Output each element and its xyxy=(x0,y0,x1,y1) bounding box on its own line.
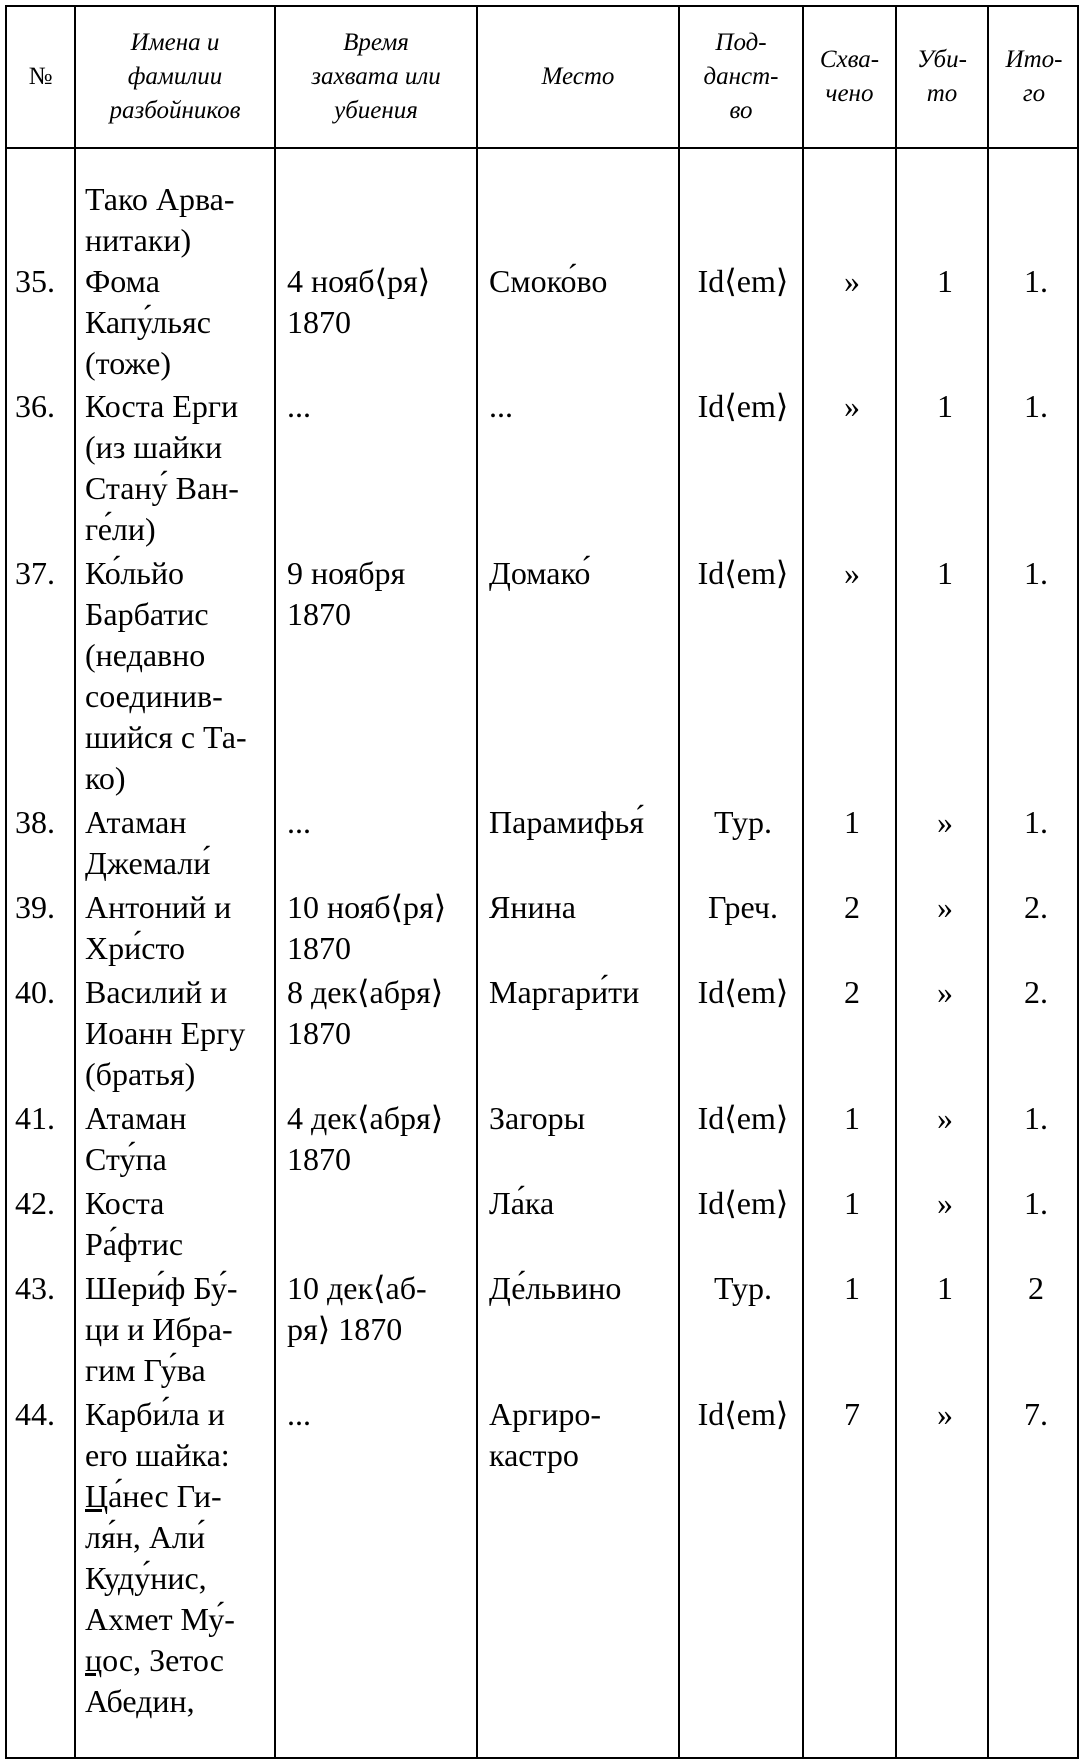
row-number: 37. xyxy=(15,555,55,591)
row-place: Ла́ка xyxy=(489,1185,555,1221)
row-name: Атаман Джемали́ xyxy=(85,804,211,881)
row-killed: 1 xyxy=(937,388,953,424)
bandits-table xyxy=(5,5,1079,1759)
row-time: ... xyxy=(287,388,311,424)
row-total: 7. xyxy=(1024,1396,1048,1432)
row-killed: » xyxy=(937,1100,953,1136)
row-total: 1. xyxy=(1024,263,1048,299)
header-time: Время захвата или убиения xyxy=(311,29,441,124)
row-number: 39. xyxy=(15,889,55,925)
row-time: 4 нояб⟨ря⟩ 1870 xyxy=(287,263,431,340)
row-subject: Тур. xyxy=(714,1270,772,1306)
row-name: Коста Ра́фтис xyxy=(85,1185,184,1262)
row-subject: Id⟨em⟩ xyxy=(697,1185,789,1221)
row-killed: » xyxy=(937,974,953,1010)
header-names: Имена и фамилии разбойников xyxy=(109,29,241,124)
row-total: 1. xyxy=(1024,1185,1048,1221)
row-place: Загоры xyxy=(489,1100,586,1136)
row-total: 2. xyxy=(1024,889,1048,925)
row-captured: » xyxy=(844,263,860,299)
row-name: Коста Ерги (из шайки Стану́ Ван- ге́ли) xyxy=(85,388,239,547)
row-captured: » xyxy=(844,388,860,424)
row-time: 10 дек⟨аб- ря⟩ 1870 xyxy=(287,1270,427,1347)
row-place: Де́львино xyxy=(489,1270,622,1306)
row-total: 2 xyxy=(1028,1270,1044,1306)
row-time: ... xyxy=(287,804,311,840)
name-part: а́нес Ги- ля́н, Али́ Куду́нис, Ахмет Му́- xyxy=(85,1478,235,1637)
row-captured: 2 xyxy=(844,889,860,925)
row-killed: » xyxy=(937,804,953,840)
row-place: Янина xyxy=(489,889,576,925)
row-number: 43. xyxy=(15,1270,55,1306)
name-underlined: ц xyxy=(85,1642,103,1678)
row-place: Аргиро- кастро xyxy=(489,1396,602,1473)
row-subject: Греч. xyxy=(708,889,778,925)
row-subject: Id⟨em⟩ xyxy=(697,1100,789,1136)
row-total: 1. xyxy=(1024,388,1048,424)
row-killed: 1 xyxy=(937,555,953,591)
row-time: 8 дек⟨абря⟩ 1870 xyxy=(287,974,444,1051)
column-rule xyxy=(74,7,76,1757)
row-number: 35. xyxy=(15,263,55,299)
row-time: 4 дек⟨абря⟩ 1870 xyxy=(287,1100,444,1177)
row-total: 2. xyxy=(1024,974,1048,1010)
header-total: Ито- го xyxy=(1005,46,1063,107)
row-captured: 1 xyxy=(844,1100,860,1136)
header-num: № xyxy=(28,63,53,90)
name-part: ос, Зетос Абедин, xyxy=(85,1642,224,1719)
row-subject: Id⟨em⟩ xyxy=(697,388,789,424)
row-captured: 7 xyxy=(844,1396,860,1432)
row-total: 1. xyxy=(1024,804,1048,840)
row-name xyxy=(85,1394,275,1722)
row-captured: 1 xyxy=(844,804,860,840)
row-subject: Id⟨em⟩ xyxy=(697,1396,789,1432)
row-number: 44. xyxy=(15,1396,55,1432)
row-name: Ко́льйо Барбатис (недавно соединив- шийся с Та- ко) xyxy=(85,555,247,796)
row-captured: 1 xyxy=(844,1185,860,1221)
row-killed: » xyxy=(937,1185,953,1221)
row-total: 1. xyxy=(1024,1100,1048,1136)
row-name: Антоний и Хри́сто xyxy=(85,889,232,966)
row-killed: 1 xyxy=(937,263,953,299)
row-subject: Id⟨em⟩ xyxy=(697,555,789,591)
row-place: Маргари́ти xyxy=(489,974,640,1010)
row-killed: » xyxy=(937,889,953,925)
header-rule xyxy=(7,147,1077,149)
row-time: ... xyxy=(287,1396,311,1432)
row-killed: » xyxy=(937,1396,953,1432)
name-underlined: Ц xyxy=(85,1478,109,1514)
header-place: Место xyxy=(541,63,615,90)
row-name: Шери́ф Бу́- ци и Ибра- гим Гу́ва xyxy=(85,1270,238,1388)
name-part: Карби́ла и его шайка: xyxy=(85,1396,230,1473)
row-captured: 1 xyxy=(844,1270,860,1306)
row-number: 36. xyxy=(15,388,55,424)
row-name: Атаман Сту́па xyxy=(85,1100,187,1177)
row-time: 9 ноября 1870 xyxy=(287,555,406,632)
row-subject: Id⟨em⟩ xyxy=(697,263,789,299)
row-time: 10 нояб⟨ря⟩ 1870 xyxy=(287,889,447,966)
row-number: 41. xyxy=(15,1100,55,1136)
row-captured: » xyxy=(844,555,860,591)
row-place: Парамифья́ xyxy=(489,804,644,840)
row-place: ... xyxy=(489,388,513,424)
row-place: Смоко́во xyxy=(489,263,608,299)
row-killed: 1 xyxy=(937,1270,953,1306)
header-subject: Под- данст- во xyxy=(703,29,779,124)
row-number: 38. xyxy=(15,804,55,840)
row-captured: 2 xyxy=(844,974,860,1010)
row-place: Домако́ xyxy=(489,555,591,591)
row-subject: Id⟨em⟩ xyxy=(697,974,789,1010)
row-name: Василий и Иоанн Ергу (братья) xyxy=(85,974,246,1092)
header-captured: Схва- чено xyxy=(819,46,880,107)
row-total: 1. xyxy=(1024,555,1048,591)
carryover-text: Тако Арва- нитаки) xyxy=(85,181,235,258)
row-subject: Тур. xyxy=(714,804,772,840)
row-name: Фома Капу́льяс (тоже) xyxy=(85,263,211,381)
row-number: 40. xyxy=(15,974,55,1010)
header-killed: Уби- то xyxy=(917,46,967,107)
row-number: 42. xyxy=(15,1185,55,1221)
